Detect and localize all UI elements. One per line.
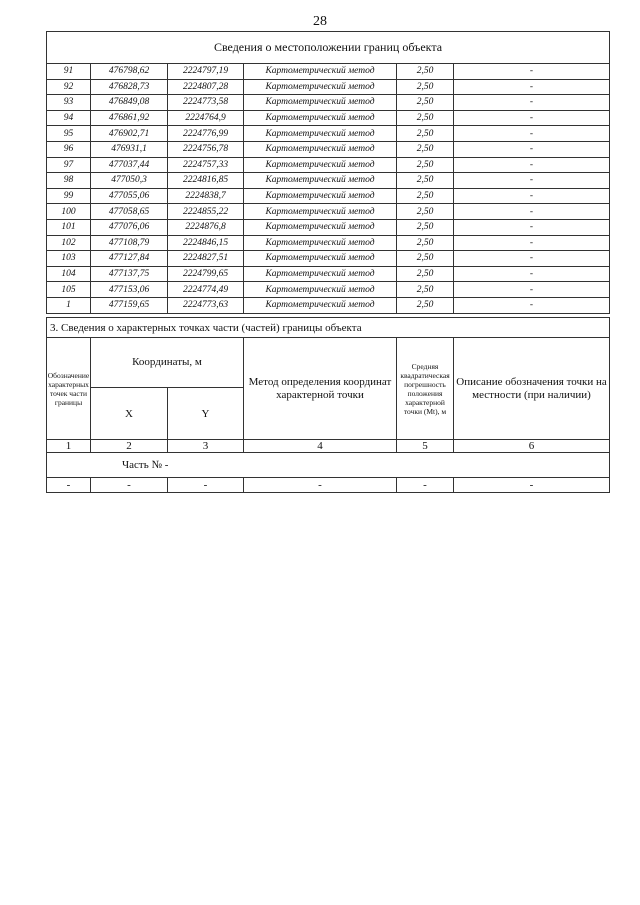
point-number-cell: 93 <box>47 95 91 111</box>
point-number-cell: 96 <box>47 141 91 157</box>
coord-x-cell: 477108,79 <box>91 235 168 251</box>
description-cell: - <box>454 297 610 313</box>
coord-y-cell: 2224816,85 <box>168 173 244 189</box>
coord-y-cell: 2224876,8 <box>168 219 244 235</box>
coord-x-cell: 477055,06 <box>91 188 168 204</box>
coord-y-cell: 2224773,58 <box>168 95 244 111</box>
table-row <box>47 266 610 282</box>
col-x-header: X <box>91 388 168 440</box>
table-row <box>47 95 610 111</box>
description-cell: - <box>454 95 610 111</box>
coord-y-cell: 2224757,33 <box>168 157 244 173</box>
coord-y-cell: 2224797,19 <box>168 64 244 80</box>
coord-x-cell: 477058,65 <box>91 204 168 220</box>
point-number-cell: 91 <box>47 64 91 80</box>
point-number-cell: 101 <box>47 219 91 235</box>
error-cell: 2,50 <box>397 219 454 235</box>
part-points-table <box>46 317 610 493</box>
col-coords-header: Координаты, м <box>91 338 244 388</box>
error-cell: 2,50 <box>397 110 454 126</box>
method-cell: Картометрический метод <box>244 219 397 235</box>
description-cell: - <box>454 188 610 204</box>
error-cell: 2,50 <box>397 64 454 80</box>
part-label: Часть № - <box>47 453 610 478</box>
description-cell: - <box>454 110 610 126</box>
error-cell: 2,50 <box>397 266 454 282</box>
point-number-cell: 97 <box>47 157 91 173</box>
coord-y-cell: 2224764,9 <box>168 110 244 126</box>
description-cell: - <box>454 251 610 267</box>
description-cell: - <box>454 266 610 282</box>
col-number: 1 <box>47 440 91 453</box>
point-number-cell: 99 <box>47 188 91 204</box>
coord-x-cell: 476849,08 <box>91 95 168 111</box>
method-cell: Картометрический метод <box>244 79 397 95</box>
empty-cell: - <box>91 478 168 493</box>
table-row <box>47 157 610 173</box>
coord-y-cell: 2224846,15 <box>168 235 244 251</box>
error-cell: 2,50 <box>397 297 454 313</box>
coord-y-cell: 2224827,51 <box>168 251 244 267</box>
col-y-header: Y <box>168 388 244 440</box>
coord-x-cell: 476902,71 <box>91 126 168 142</box>
point-number-cell: 102 <box>47 235 91 251</box>
error-cell: 2,50 <box>397 141 454 157</box>
section3-title: 3. Сведения о характерных точках части (частей) границы объекта <box>47 318 610 338</box>
col-number: 6 <box>454 440 610 453</box>
col-number: 4 <box>244 440 397 453</box>
method-cell: Картометрический метод <box>244 282 397 298</box>
method-cell: Картометрический метод <box>244 204 397 220</box>
empty-cell: - <box>47 478 91 493</box>
description-cell: - <box>454 219 610 235</box>
coord-x-cell: 477137,75 <box>91 266 168 282</box>
table-row <box>47 204 610 220</box>
coord-x-cell: 476861,92 <box>91 110 168 126</box>
coord-y-cell: 2224773,63 <box>168 297 244 313</box>
point-number-cell: 104 <box>47 266 91 282</box>
description-cell: - <box>454 282 610 298</box>
table-row <box>47 219 610 235</box>
error-cell: 2,50 <box>397 282 454 298</box>
method-cell: Картометрический метод <box>244 110 397 126</box>
empty-cell: - <box>454 478 610 493</box>
table-row <box>47 297 610 313</box>
method-cell: Картометрический метод <box>244 173 397 189</box>
description-cell: - <box>454 64 610 80</box>
method-cell: Картометрический метод <box>244 266 397 282</box>
coord-x-cell: 477159,65 <box>91 297 168 313</box>
table-row <box>47 282 610 298</box>
col-error-header: Средняя квадратическая погрешность положения характерной точки (Мt), м <box>397 338 454 440</box>
empty-cell: - <box>397 478 454 493</box>
point-number-cell: 103 <box>47 251 91 267</box>
error-cell: 2,50 <box>397 173 454 189</box>
point-number-cell: 94 <box>47 110 91 126</box>
method-cell: Картометрический метод <box>244 251 397 267</box>
coord-x-cell: 476931,1 <box>91 141 168 157</box>
coord-x-cell: 477127,84 <box>91 251 168 267</box>
table-row <box>47 188 610 204</box>
error-cell: 2,50 <box>397 235 454 251</box>
method-cell: Картометрический метод <box>244 126 397 142</box>
point-number-cell: 92 <box>47 79 91 95</box>
col-number: 2 <box>91 440 168 453</box>
col-designation-header: Обозначение характерных точек части границы <box>47 338 91 440</box>
col-number: 3 <box>168 440 244 453</box>
method-cell: Картометрический метод <box>244 188 397 204</box>
table-row <box>47 251 610 267</box>
coord-y-cell: 2224838,7 <box>168 188 244 204</box>
coord-x-cell: 477153,06 <box>91 282 168 298</box>
point-number-cell: 98 <box>47 173 91 189</box>
description-cell: - <box>454 79 610 95</box>
table-row <box>47 173 610 189</box>
method-cell: Картометрический метод <box>244 64 397 80</box>
coord-y-cell: 2224855,22 <box>168 204 244 220</box>
col-method-header: Метод определения координат характерной точки <box>244 338 397 440</box>
coord-x-cell: 477037,44 <box>91 157 168 173</box>
table-row <box>47 126 610 142</box>
coord-x-cell: 477076,06 <box>91 219 168 235</box>
description-cell: - <box>454 126 610 142</box>
method-cell: Картометрический метод <box>244 157 397 173</box>
coord-y-cell: 2224774,49 <box>168 282 244 298</box>
page-number: 28 <box>313 14 327 29</box>
coord-y-cell: 2224807,28 <box>168 79 244 95</box>
error-cell: 2,50 <box>397 251 454 267</box>
description-cell: - <box>454 173 610 189</box>
table-row <box>47 141 610 157</box>
point-number-cell: 95 <box>47 126 91 142</box>
col-number: 5 <box>397 440 454 453</box>
coord-y-cell: 2224799,65 <box>168 266 244 282</box>
boundary-points-table <box>46 31 610 314</box>
description-cell: - <box>454 235 610 251</box>
table-row <box>47 79 610 95</box>
coord-x-cell: 477050,3 <box>91 173 168 189</box>
empty-cell: - <box>244 478 397 493</box>
table-row <box>47 64 610 80</box>
method-cell: Картометрический метод <box>244 141 397 157</box>
description-cell: - <box>454 204 610 220</box>
description-cell: - <box>454 141 610 157</box>
point-number-cell: 105 <box>47 282 91 298</box>
method-cell: Картометрический метод <box>244 95 397 111</box>
section-title: Сведения о местоположении границ объекта <box>47 32 610 64</box>
empty-cell: - <box>168 478 244 493</box>
description-cell: - <box>454 157 610 173</box>
method-cell: Картометрический метод <box>244 297 397 313</box>
error-cell: 2,50 <box>397 188 454 204</box>
error-cell: 2,50 <box>397 95 454 111</box>
point-number-cell: 100 <box>47 204 91 220</box>
col-description-header: Описание обозначения точки на местности (при наличии) <box>454 338 610 440</box>
error-cell: 2,50 <box>397 79 454 95</box>
coord-x-cell: 476828,73 <box>91 79 168 95</box>
coord-y-cell: 2224756,78 <box>168 141 244 157</box>
point-number-cell: 1 <box>47 297 91 313</box>
table-row <box>47 235 610 251</box>
method-cell: Картометрический метод <box>244 235 397 251</box>
error-cell: 2,50 <box>397 126 454 142</box>
coord-y-cell: 2224776,99 <box>168 126 244 142</box>
error-cell: 2,50 <box>397 157 454 173</box>
coord-x-cell: 476798,62 <box>91 64 168 80</box>
table-row <box>47 110 610 126</box>
error-cell: 2,50 <box>397 204 454 220</box>
